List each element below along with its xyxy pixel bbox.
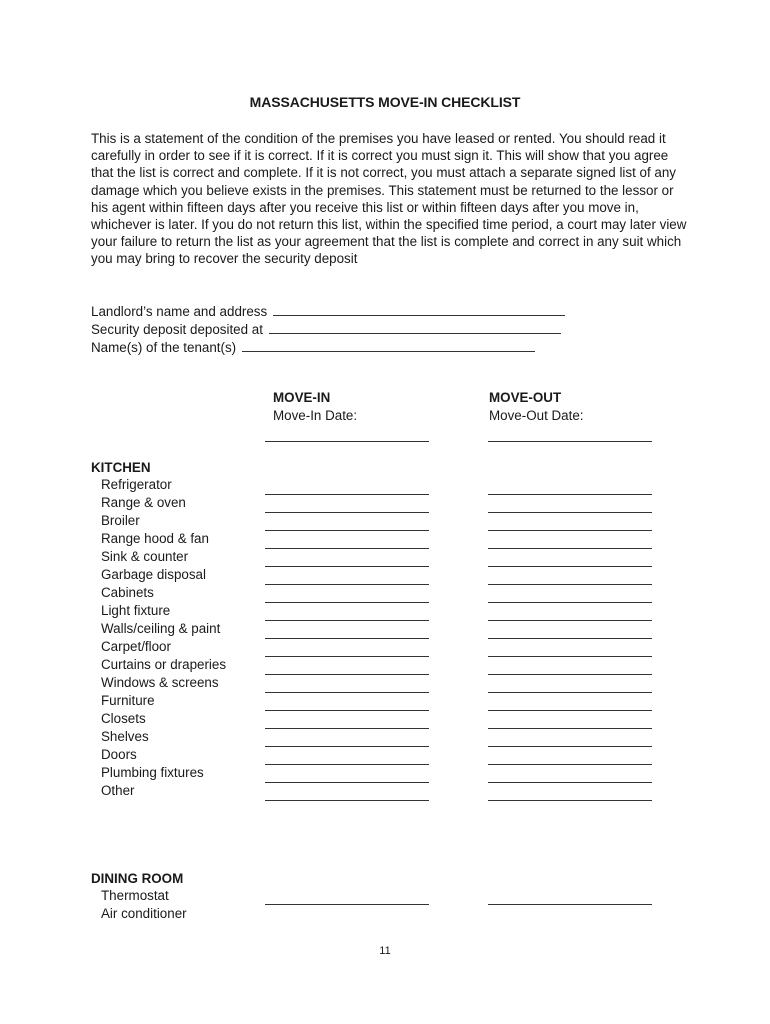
kitchen-item: Sink & counter: [101, 549, 189, 564]
move-out-heading: MOVE-OUT: [489, 390, 562, 405]
move-in-field[interactable]: [265, 656, 429, 657]
move-out-field[interactable]: [488, 710, 652, 711]
move-out-field[interactable]: [488, 638, 652, 639]
move-in-field[interactable]: [265, 904, 429, 905]
move-out-field[interactable]: [488, 494, 652, 495]
move-in-field[interactable]: [265, 494, 429, 495]
kitchen-item: Cabinets: [101, 585, 154, 600]
landlord-field[interactable]: [273, 303, 565, 316]
kitchen-item: Other: [101, 783, 135, 798]
move-in-field[interactable]: [265, 746, 429, 747]
move-in-field[interactable]: [265, 728, 429, 729]
move-in-field[interactable]: [265, 764, 429, 765]
dining-room-heading: DINING ROOM: [91, 871, 184, 886]
page-number: 11: [379, 945, 391, 957]
kitchen-item: Curtains or draperies: [101, 657, 227, 672]
page-title: MASSACHUSETTS MOVE-IN CHECKLIST: [249, 94, 521, 110]
move-in-date-label: Move-In Date:: [273, 408, 358, 423]
move-out-field[interactable]: [488, 602, 652, 603]
move-in-field[interactable]: [265, 782, 429, 783]
kitchen-item: Shelves: [101, 729, 149, 744]
move-out-field[interactable]: [488, 904, 652, 905]
move-in-field[interactable]: [265, 674, 429, 675]
move-out-field[interactable]: [488, 764, 652, 765]
move-out-field[interactable]: [488, 746, 652, 747]
move-out-field[interactable]: [488, 800, 652, 801]
kitchen-item: Refrigerator: [101, 477, 172, 492]
kitchen-item: Light fixture: [101, 603, 171, 618]
deposit-line: [91, 321, 561, 338]
kitchen-item: Range hood & fan: [101, 531, 209, 546]
kitchen-item: Plumbing fixtures: [101, 765, 204, 780]
landlord-label: Landlord’s name and address: [91, 304, 268, 319]
landlord-line: [91, 303, 565, 320]
move-in-field[interactable]: [265, 800, 429, 801]
move-out-field[interactable]: [488, 674, 652, 675]
deposit-label: Security deposit deposited at: [91, 322, 263, 337]
move-out-field[interactable]: [488, 548, 652, 549]
move-in-field[interactable]: [265, 566, 429, 567]
move-in-field[interactable]: [265, 548, 429, 549]
move-in-date-field[interactable]: [265, 441, 429, 442]
kitchen-item: Broiler: [101, 513, 140, 528]
move-out-field[interactable]: [488, 656, 652, 657]
kitchen-item: Furniture: [101, 693, 155, 708]
move-out-date-field[interactable]: [488, 441, 652, 442]
kitchen-item: Garbage disposal: [101, 567, 206, 582]
move-in-field[interactable]: [265, 710, 429, 711]
move-out-field[interactable]: [488, 530, 652, 531]
kitchen-item: Windows & screens: [101, 675, 219, 690]
move-out-field[interactable]: [488, 782, 652, 783]
kitchen-heading: KITCHEN: [91, 460, 151, 475]
move-in-field[interactable]: [265, 638, 429, 639]
intro-paragraph: This is a statement of the condition of the premises you have leased or rented. You should read it carefully in order to see if it is correct. If it is correct you must sign it. This will show that you agree that the list is correct and complete. If it is not correct, you must attach a separate signed list of any damage which you believe exists in the premises. This statement must be returned to the lessor or his agent within fifteen days after you receive this list or within fifteen days after you move in, whichever is later. If you do not return this list, within the specified time period, a court may later view your failure to return the list as your agreement that the list is complete and correct in any suit which you may bring to recover the security deposit: [91, 131, 687, 267]
move-out-field[interactable]: [488, 566, 652, 567]
kitchen-item: Range & oven: [101, 495, 186, 510]
move-out-field[interactable]: [488, 692, 652, 693]
move-out-date-label: Move-Out Date:: [489, 408, 584, 423]
move-in-field[interactable]: [265, 530, 429, 531]
move-in-field[interactable]: [265, 602, 429, 603]
move-in-field[interactable]: [265, 584, 429, 585]
kitchen-item: Doors: [101, 747, 137, 762]
tenants-line: [91, 339, 535, 356]
dining-item: Air conditioner: [101, 906, 187, 921]
move-in-field[interactable]: [265, 692, 429, 693]
move-out-field[interactable]: [488, 584, 652, 585]
move-in-field[interactable]: [265, 620, 429, 621]
kitchen-item: Closets: [101, 711, 146, 726]
move-out-field[interactable]: [488, 620, 652, 621]
move-in-heading: MOVE-IN: [273, 390, 331, 405]
kitchen-item: Walls/ceiling & paint: [101, 621, 221, 636]
tenants-field[interactable]: [242, 339, 535, 352]
move-out-field[interactable]: [488, 728, 652, 729]
kitchen-item: Carpet/floor: [101, 639, 171, 654]
dining-item: Thermostat: [101, 888, 169, 903]
move-out-field[interactable]: [488, 512, 652, 513]
tenants-label: Name(s) of the tenant(s): [91, 340, 237, 355]
deposit-field[interactable]: [269, 321, 561, 334]
move-in-field[interactable]: [265, 512, 429, 513]
